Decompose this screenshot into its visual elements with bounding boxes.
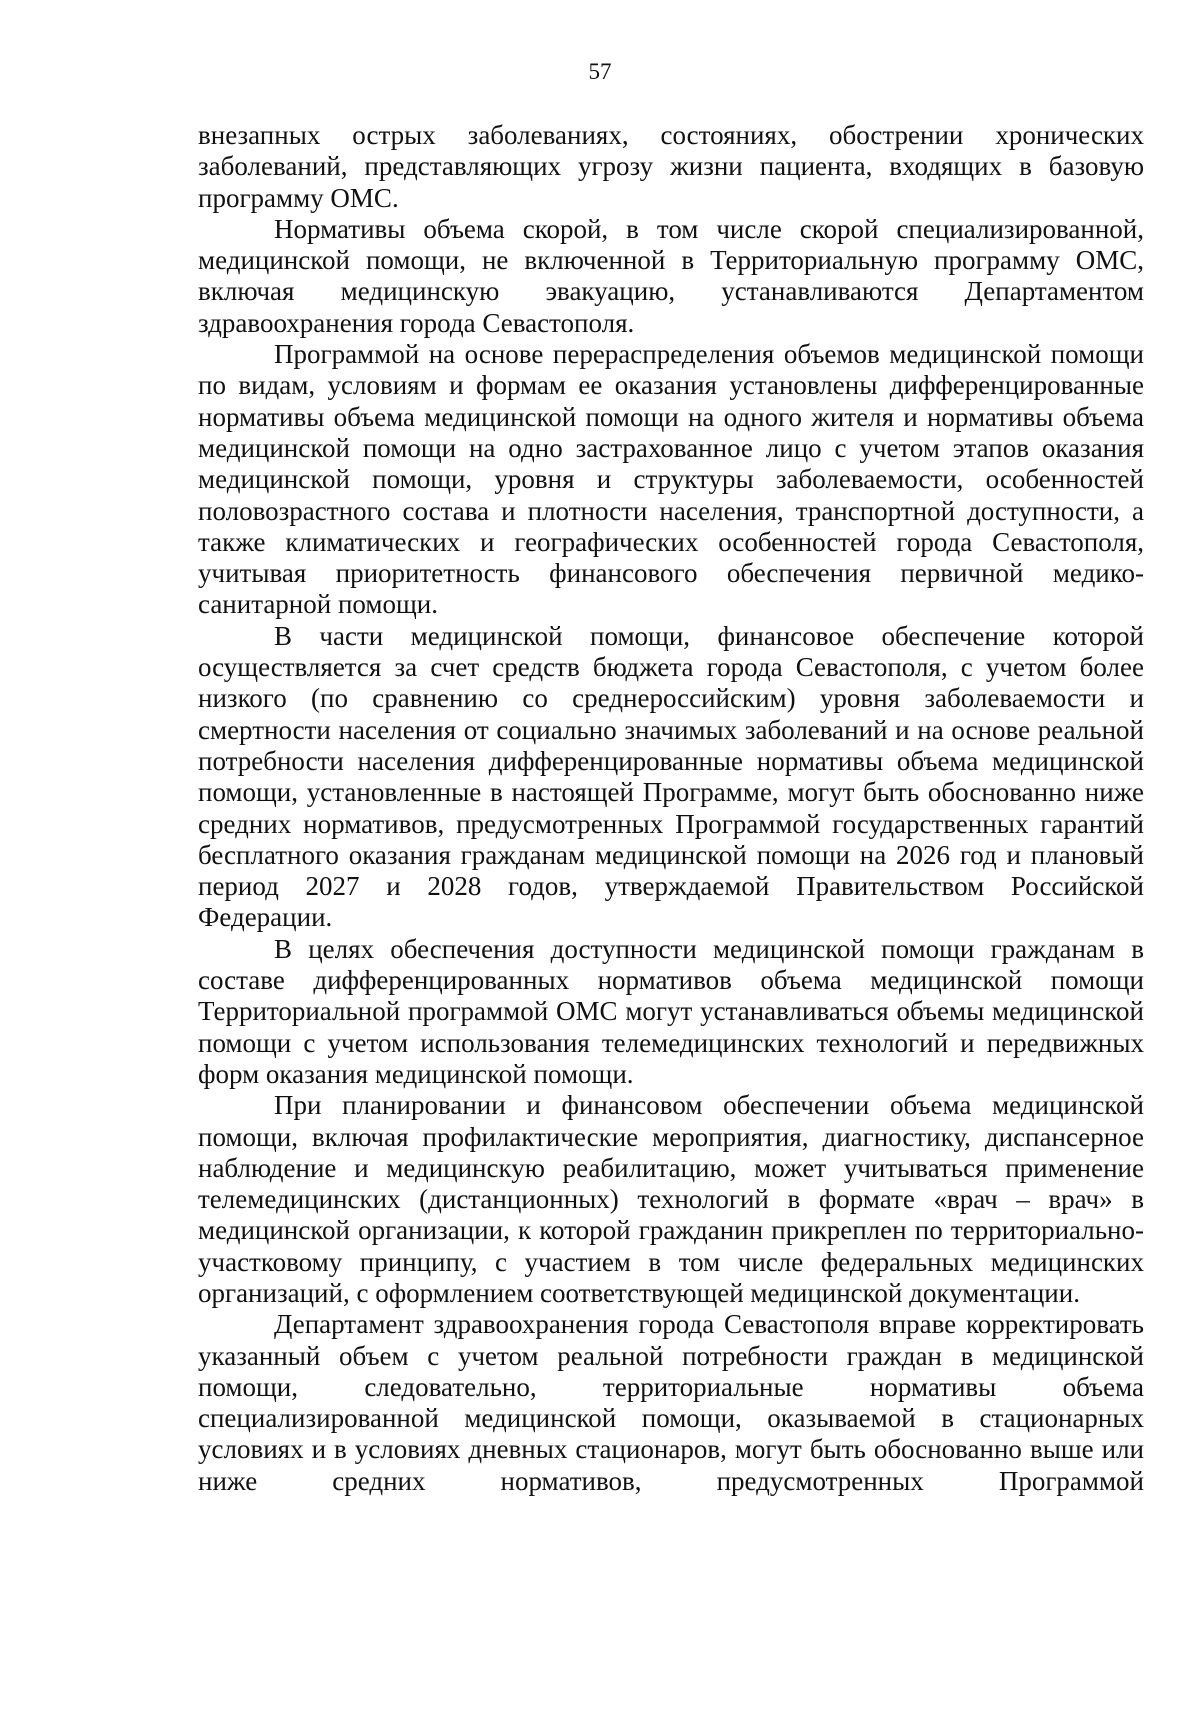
document-body <box>198 120 1144 1497</box>
page-number: 57 <box>588 59 612 84</box>
paragraph-ambulance-norms: Нормативы объема скорой, в том числе скорой специализированной, медицинской помощи, не включенной в Территориальную программу ОМС, включая медицинскую эвакуацию, устанавливаются Департаментом здравоохранения города Севастополя. <box>198 213 1144 338</box>
paragraph-telemedicine-planning: При планировании и финансовом обеспечении объема медицинской помощи, включая профилактические мероприятия, диагностику, диспансерное наблюдение и медицинскую реабилитацию, может учитываться применение телемедицинских (дистанционных) технологий в формате «врач – врач» в медицинской организации, к которой гражданин прикреплен по территориально-участковому принципу, с участием в том числе федеральных медицинских организаций, с оформлением соответствующей медицинской документации. <box>198 1090 1144 1308</box>
paragraph-department-adjustment: Департамент здравоохранения города Севастополя вправе корректировать указанный объем с учетом реальной потребности граждан в медицинской помощи, следовательно, территориальные нормативы объема специализированной медицинской помощи, оказываемой в стационарных условиях и в условиях дневных стационаров, могут быть обоснованно выше или ниже средних нормативов, предусмотренных Программой <box>198 1309 1144 1496</box>
paragraph-volume-redistribution: Программой на основе перераспределения объемов медицинской помощи по видам, условиям и формам ее оказания установлены дифференцированные нормативы объема медицинской помощи на одного жителя и нормативы объема медицинской помощи на одно застрахованное лицо с учетом этапов оказания медицинской помощи, уровня и структуры заболеваемости, особенностей половозрастного состава и плотности населения, транспортной доступности, а также климатических и географических особенностей города Севастополя, учитывая приоритетность финансового обеспечения первичной медико-санитарной помощи. <box>198 339 1144 620</box>
paragraph-telemedicine-availability: В целях обеспечения доступности медицинской помощи гражданам в составе дифференцированных нормативов объема медицинской помощи Территориальной программой ОМС могут устанавливаться объемы медицинской помощи с учетом использования телемедицинских технологий и передвижных форм оказания медицинской помощи. <box>198 933 1144 1089</box>
paragraph-budget-financing: В части медицинской помощи, финансовое обеспечение которой осуществляется за счет средств бюджета города Севастополя, с учетом более низкого (по сравнению со среднероссийским) уровня заболеваемости и смертности населения от социально значимых заболеваний и на основе реальной потребности населения дифференцированные нормативы объема медицинской помощи, установленные в настоящей Программе, могут быть обоснованно ниже средних нормативов, предусмотренных Программой государственных гарантий бесплатного оказания гражданам медицинской помощи на 2026 год и плановый период 2027 и 2028 годов, утверждаемой Правительством Российской Федерации. <box>198 620 1144 933</box>
paragraph-continuation: внезапных острых заболеваниях, состояниях, обострении хронических заболеваний, представляющих угрозу жизни пациента, входящих в базовую программу ОМС. <box>198 120 1144 213</box>
